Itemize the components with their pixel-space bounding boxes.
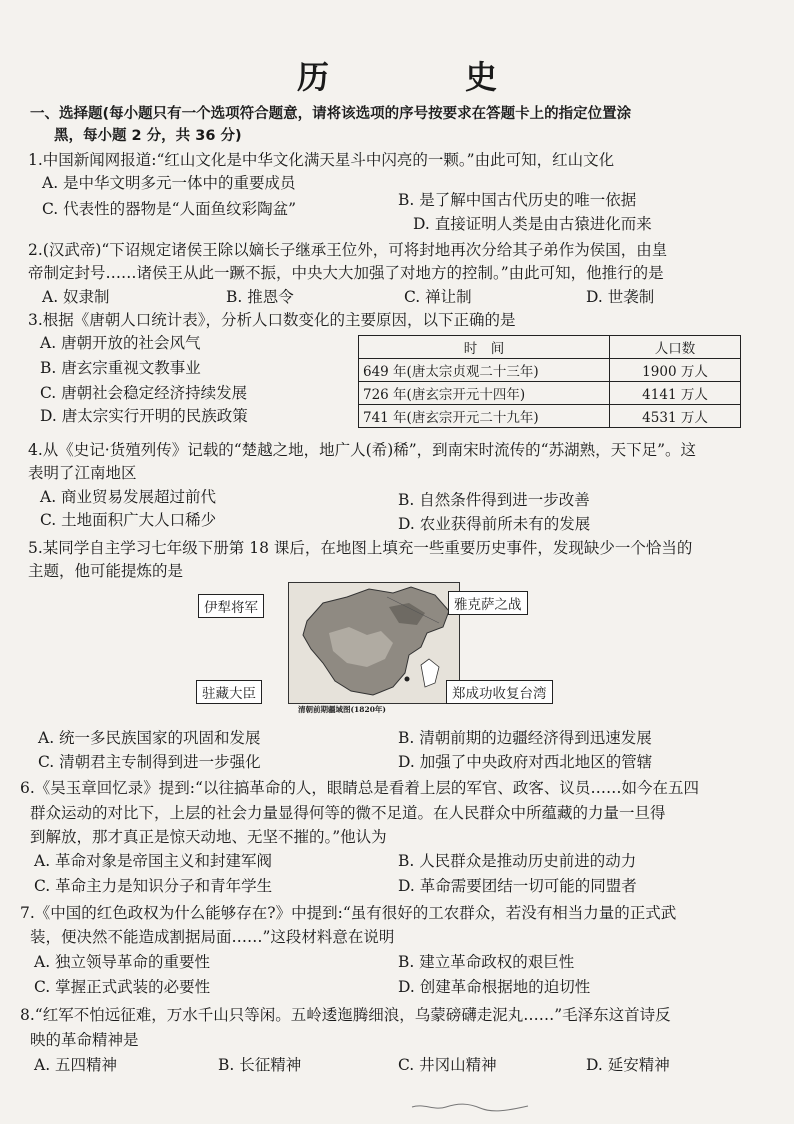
q4-option-c: C. 土地面积广大人口稀少 bbox=[40, 511, 217, 529]
q7-stem-line1: 7.《中国的红色政权为什么能够存在?》中提到:“虽有很好的工农群众，若没有相当力量的正式武 bbox=[20, 904, 677, 922]
q6-option-b: B. 人民群众是推动历史前进的动力 bbox=[398, 852, 637, 870]
q6-stem-line3: 到解放，那才真正是惊天动地、无坚不摧的。”他认为 bbox=[30, 828, 387, 846]
q5-stem-line2: 主题，他可能提炼的是 bbox=[28, 562, 184, 580]
q5-option-c: C. 清朝君主专制得到进一步强化 bbox=[38, 753, 261, 771]
q8-stem-line2: 映的革命精神是 bbox=[30, 1031, 139, 1049]
q6-option-c: C. 革命主力是知识分子和青年学生 bbox=[34, 877, 273, 895]
q6-stem-line2: 群众运动的对比下，上层的社会力量显得何等的微不足道。在人民群众中所蕴藏的力量一旦得 bbox=[30, 804, 666, 822]
q7-option-c: C. 掌握正式武装的必要性 bbox=[34, 978, 211, 996]
q2-option-c: C. 禅让制 bbox=[404, 288, 472, 306]
q2-stem-line1: 2.(汉武帝)“下诏规定诸侯王除以嫡长子继承王位外，可将封地再次分给其子弟作为侯国，由皇 bbox=[28, 241, 668, 259]
q1-option-b: B. 是了解中国古代历史的唯一依据 bbox=[398, 191, 637, 209]
q6-option-a: A. 革命对象是帝国主义和封建军阀 bbox=[34, 852, 273, 870]
table-cell-time: 649 年(唐太宗贞观二十三年) bbox=[359, 359, 610, 382]
map-tag-zheng-chenggong-taiwan: 郑成功收复台湾 bbox=[446, 680, 553, 704]
q6-stem-line1: 6.《吴玉章回忆录》提到:“以往搞革命的人，眼睛总是看着上层的军官、政客、议员……如今在五四 bbox=[20, 779, 699, 797]
map-tag-tibet-minister: 驻藏大臣 bbox=[196, 680, 262, 704]
page-footer-mark bbox=[410, 1102, 530, 1112]
map-tag-ili-general: 伊犁将军 bbox=[198, 594, 264, 618]
q4-stem-line1: 4.从《史记·货殖列传》记载的“楚越之地，地广人(希)稀”，到南宋时流传的“苏湖熟，天下足”。这 bbox=[28, 441, 697, 459]
population-table bbox=[358, 335, 741, 428]
q8-option-d: D. 延安精神 bbox=[586, 1056, 670, 1074]
q1-option-a: A. 是中华文明多元一体中的重要成员 bbox=[42, 174, 296, 192]
section-heading-line1: 一、选择题(每小题只有一个选项符合题意，请将该选项的序号按要求在答题卡上的指定位置涂 bbox=[30, 106, 632, 122]
q3-option-a: A. 唐朝开放的社会风气 bbox=[40, 334, 201, 352]
table-header-row bbox=[359, 336, 741, 359]
table-cell-time: 741 年(唐玄宗开元二十九年) bbox=[359, 405, 610, 428]
table-row bbox=[359, 359, 741, 382]
q3-option-d: D. 唐太宗实行开明的民族政策 bbox=[40, 407, 248, 425]
q4-option-b: B. 自然条件得到进一步改善 bbox=[398, 491, 590, 509]
q8-stem-line1: 8.“红军不怕远征难，万水千山只等闲。五岭逶迤腾细浪，乌蒙磅礴走泥丸……”毛泽东这首诗反 bbox=[20, 1006, 671, 1024]
q3-option-b: B. 唐玄宗重视文教事业 bbox=[40, 359, 201, 377]
q5-option-a: A. 统一多民族国家的巩固和发展 bbox=[38, 729, 261, 747]
qing-territory-map bbox=[288, 582, 460, 704]
q4-stem-line2: 表明了江南地区 bbox=[28, 464, 137, 482]
q2-stem-line2: 帝制定封号……诸侯王从此一蹶不振，中央大大加强了对地方的控制。”由此可知，他推行的是 bbox=[28, 264, 664, 282]
table-row bbox=[359, 382, 741, 405]
q5-stem-line1: 5.某同学自主学习七年级下册第 18 课后，在地图上填充一些重要历史事件，发现缺少一个恰当的 bbox=[28, 539, 693, 557]
q2-option-d: D. 世袭制 bbox=[586, 288, 655, 306]
section-heading-line2: 黑，每小题 2 分，共 36 分) bbox=[54, 128, 242, 144]
q7-option-b: B. 建立革命政权的艰巨性 bbox=[398, 953, 575, 971]
q7-option-d: D. 创建革命根据地的迫切性 bbox=[398, 978, 591, 996]
q8-option-b: B. 长征精神 bbox=[218, 1056, 302, 1074]
qing-map-figure bbox=[190, 582, 560, 718]
q5-option-b: B. 清朝前期的边疆经济得到迅速发展 bbox=[398, 729, 652, 747]
table-row bbox=[359, 405, 741, 428]
q1-option-c: C. 代表性的器物是“人面鱼纹彩陶盆” bbox=[42, 200, 297, 218]
q3-stem: 3.根据《唐朝人口统计表》，分析人口数变化的主要原因，以下正确的是 bbox=[28, 311, 516, 329]
map-caption: 清朝前期疆域图(1820年) bbox=[298, 705, 386, 714]
q2-option-a: A. 奴隶制 bbox=[42, 288, 110, 306]
q4-option-d: D. 农业获得前所未有的发展 bbox=[398, 515, 591, 533]
section-heading bbox=[30, 103, 770, 147]
territory-map-image bbox=[289, 583, 459, 703]
table-header-time: 时 间 bbox=[359, 336, 610, 359]
table-cell-time: 726 年(唐玄宗开元十四年) bbox=[359, 382, 610, 405]
q4-option-a: A. 商业贸易发展超过前代 bbox=[40, 488, 217, 506]
table-cell-population: 4531 万人 bbox=[610, 405, 741, 428]
q3-option-c: C. 唐朝社会稳定经济持续发展 bbox=[40, 384, 248, 402]
table-header-population: 人口数 bbox=[610, 336, 741, 359]
q2-option-b: B. 推恩令 bbox=[226, 288, 294, 306]
q1-option-d: D. 直接证明人类是由古猿进化而来 bbox=[413, 215, 652, 233]
table-cell-population: 4141 万人 bbox=[610, 382, 741, 405]
q1-stem: 1.中国新闻网报道:“红山文化是中华文化满天星斗中闪亮的一颗。”由此可知，红山文化 bbox=[28, 151, 615, 169]
q6-option-d: D. 革命需要团结一切可能的同盟者 bbox=[398, 877, 637, 895]
q8-option-a: A. 五四精神 bbox=[34, 1056, 118, 1074]
map-tag-yaksa-battle: 雅克萨之战 bbox=[448, 591, 528, 615]
q5-option-d: D. 加强了中央政府对西北地区的管辖 bbox=[398, 753, 653, 771]
q7-stem-line2: 装，便决然不能造成割据局面……”这段材料意在说明 bbox=[30, 928, 395, 946]
table-cell-population: 1900 万人 bbox=[610, 359, 741, 382]
q7-option-a: A. 独立领导革命的重要性 bbox=[34, 953, 211, 971]
q8-option-c: C. 井冈山精神 bbox=[398, 1056, 497, 1074]
page-title: 历 史 bbox=[296, 58, 549, 96]
